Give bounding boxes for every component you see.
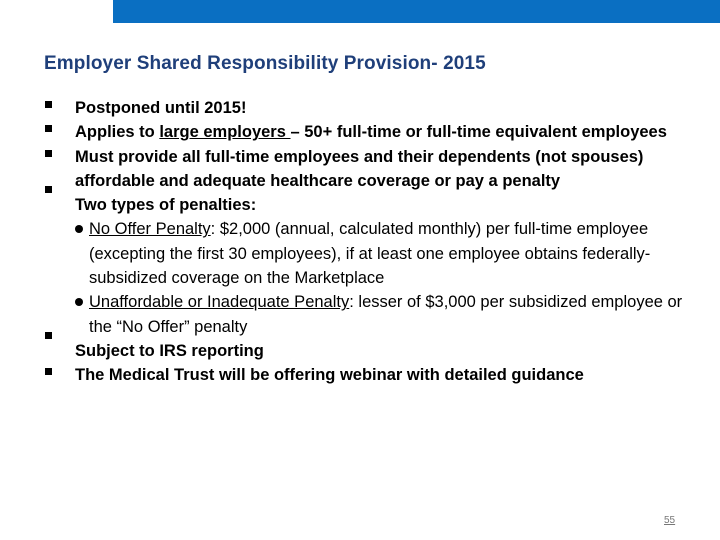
bullet-penalty-types: Two types of penalties:	[44, 193, 684, 217]
bullet-must-provide: Must provide all full-time employees and their dependents (not spouses) affordable and adequate healthcare coverage or pay a penalty	[44, 145, 684, 194]
round-bullet-icon	[75, 225, 83, 233]
square-bullet-icon	[45, 125, 52, 132]
penalty-no-offer: No Offer Penalty: $2,000 (annual, calculated monthly) per full-time employee (excepting the first 30 employees), if at least one employee obtains federally-subsidized coverage on the Marketplace	[44, 217, 684, 290]
large-employers-link[interactable]: large employers	[159, 123, 291, 142]
slide-title: Employer Shared Responsibility Provision- 2015	[44, 53, 486, 74]
square-bullet-icon	[45, 186, 52, 193]
square-bullet-icon	[45, 101, 52, 108]
page-number: 55	[664, 515, 676, 526]
unaffordable-penalty-link[interactable]: Unaffordable or Inadequate Penalty	[89, 293, 350, 312]
round-bullet-icon	[75, 298, 83, 306]
square-bullet-icon	[45, 150, 52, 157]
bullet-irs-reporting: Subject to IRS reporting	[44, 339, 684, 363]
square-bullet-icon	[45, 332, 52, 339]
bullet-list	[44, 96, 684, 388]
bullet-webinar: The Medical Trust will be offering webinar with detailed guidance	[44, 363, 684, 387]
penalty-unaffordable: Unaffordable or Inadequate Penalty: lesser of $3,000 per subsidized employee or the “No Offer” penalty	[44, 290, 684, 339]
square-bullet-icon	[45, 368, 52, 375]
bullet-large-employers: Applies to large employers – 50+ full-time or full-time equivalent employees	[44, 120, 684, 144]
bullet-postponed: Postponed until 2015!	[44, 96, 684, 120]
header-accent-bar	[113, 0, 720, 23]
no-offer-penalty-link[interactable]: No Offer Penalty	[89, 220, 211, 239]
